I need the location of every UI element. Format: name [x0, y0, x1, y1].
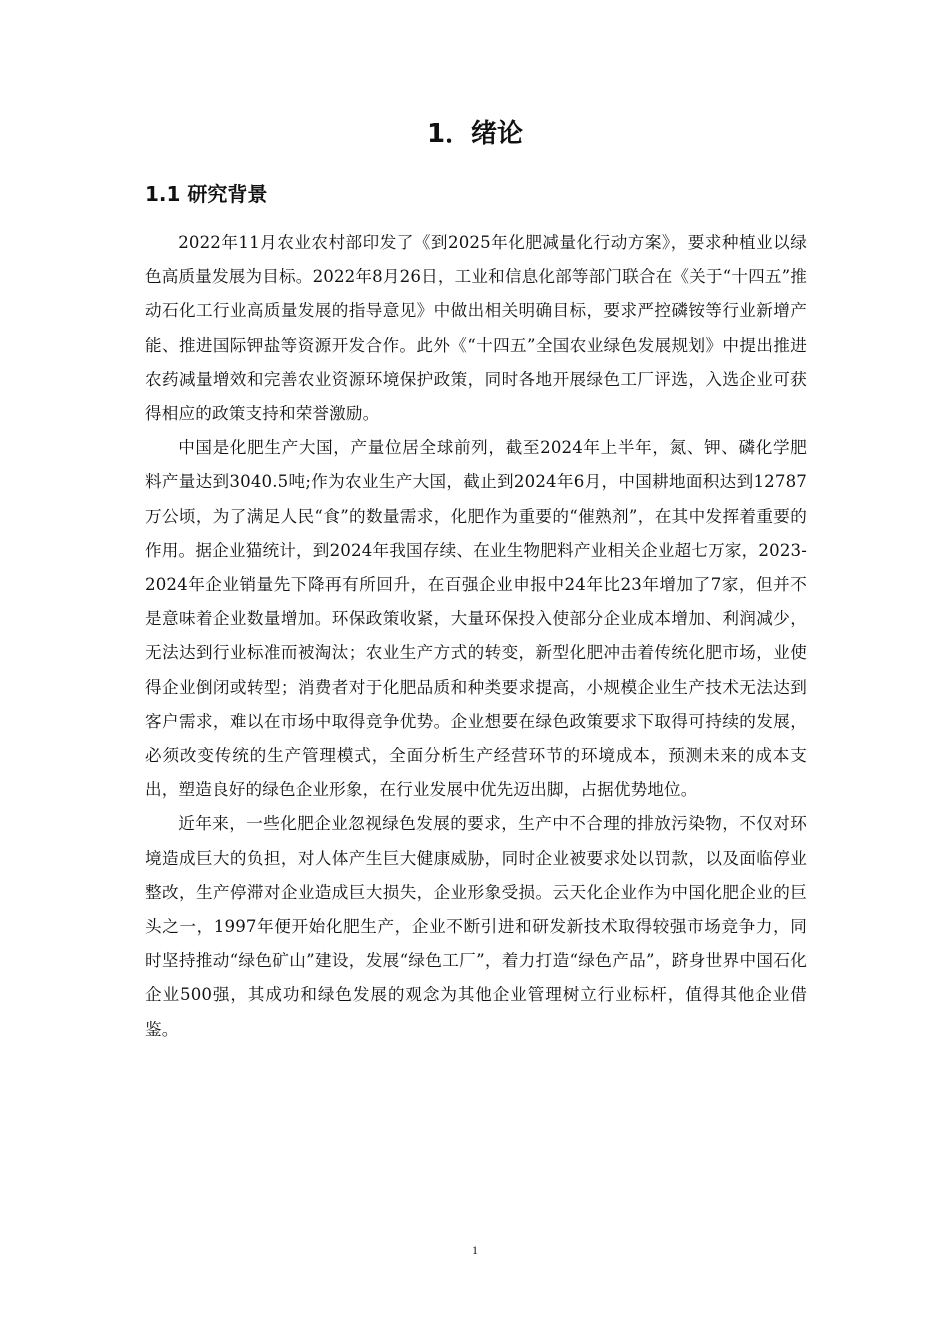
paragraph-industry-status: 中国是化肥生产大国，产量位居全球前列，截至2024年上半年，氮、钾、磷化学肥料产量达到3040.5吨;作为农业生产大国，截止到2024年6月，中国耕地面积达到12787万公顷，为了满足人民“食”的数量需求，化肥作为重要的“催熟剂”，在其中发挥着重要的作用。据企业猫统计，到2024年我国存续、在业生物肥料产业相关企业超七万家，2023-2024年企业销量先下降再有所回升，在百强企业申报中24年比23年增加了7家，但并不是意味着企业数量增加。环保政策收紧，大量环保投入使部分企业成本增加、利润减少，无法达到行业标准而被淘汰；农业生产方式的转变，新型化肥冲击着传统化肥市场，业使得企业倒闭或转型；消费者对于化肥品质和种类要求提高，小规模企业生产技术无法达到客户需求，难以在市场中取得竞争优势。企业想要在绿色政策要求下取得可持续的发展，必须改变传统的生产管理模式，全面分析生产经营环节的环境成本，预测未来的成本支出，塑造良好的绿色企业形象，在行业发展中优先迈出脚，占据优势地位。 [145, 438, 807, 800]
page-number: 1 [472, 1243, 478, 1257]
section-heading: 1.1 研究背景 [145, 182, 268, 206]
paragraph-green-development: 近年来，一些化肥企业忽视绿色发展的要求，生产中不合理的排放污染物，不仅对环境造成巨大的负担，对人体产生巨大健康威胁，同时企业被要求处以罚款，以及面临停业整改，生产停滞对企业造成巨大损失，企业形象受损。云天化企业作为中国化肥企业的巨头之一，1997年便开始化肥生产，企业不断引进和研发新技术取得较强市场竞争力，同时坚持推动“绿色矿山”建设，发展“绿色工厂”，着力打造“绿色产品”，跻身世界中国石化企业500强，其成功和绿色发展的观念为其他企业管理树立行业标杆，值得其他企业借鉴。 [145, 814, 807, 1039]
chapter-title: 1．绪论 [426, 119, 524, 149]
body-text [145, 226, 807, 1047]
paragraph-policy-background: 2022年11月农业农村部印发了《到2025年化肥减量化行动方案》，要求种植业以绿色高质量发展为目标。2022年8月26日，工业和信息化部等部门联合在《关于“十四五”推动石化工行业高质量发展的指导意见》中做出相关明确目标，要求严控磷铵等行业新增产能、推进国际钾盐等资源开发合作。此外《“十四五”全国农业绿色发展规划》中提出推进农药减量增效和完善农业资源环境保护政策，同时各地开展绿色工厂评选，入选企业可获得相应的政策支持和荣誉激励。 [145, 233, 807, 424]
